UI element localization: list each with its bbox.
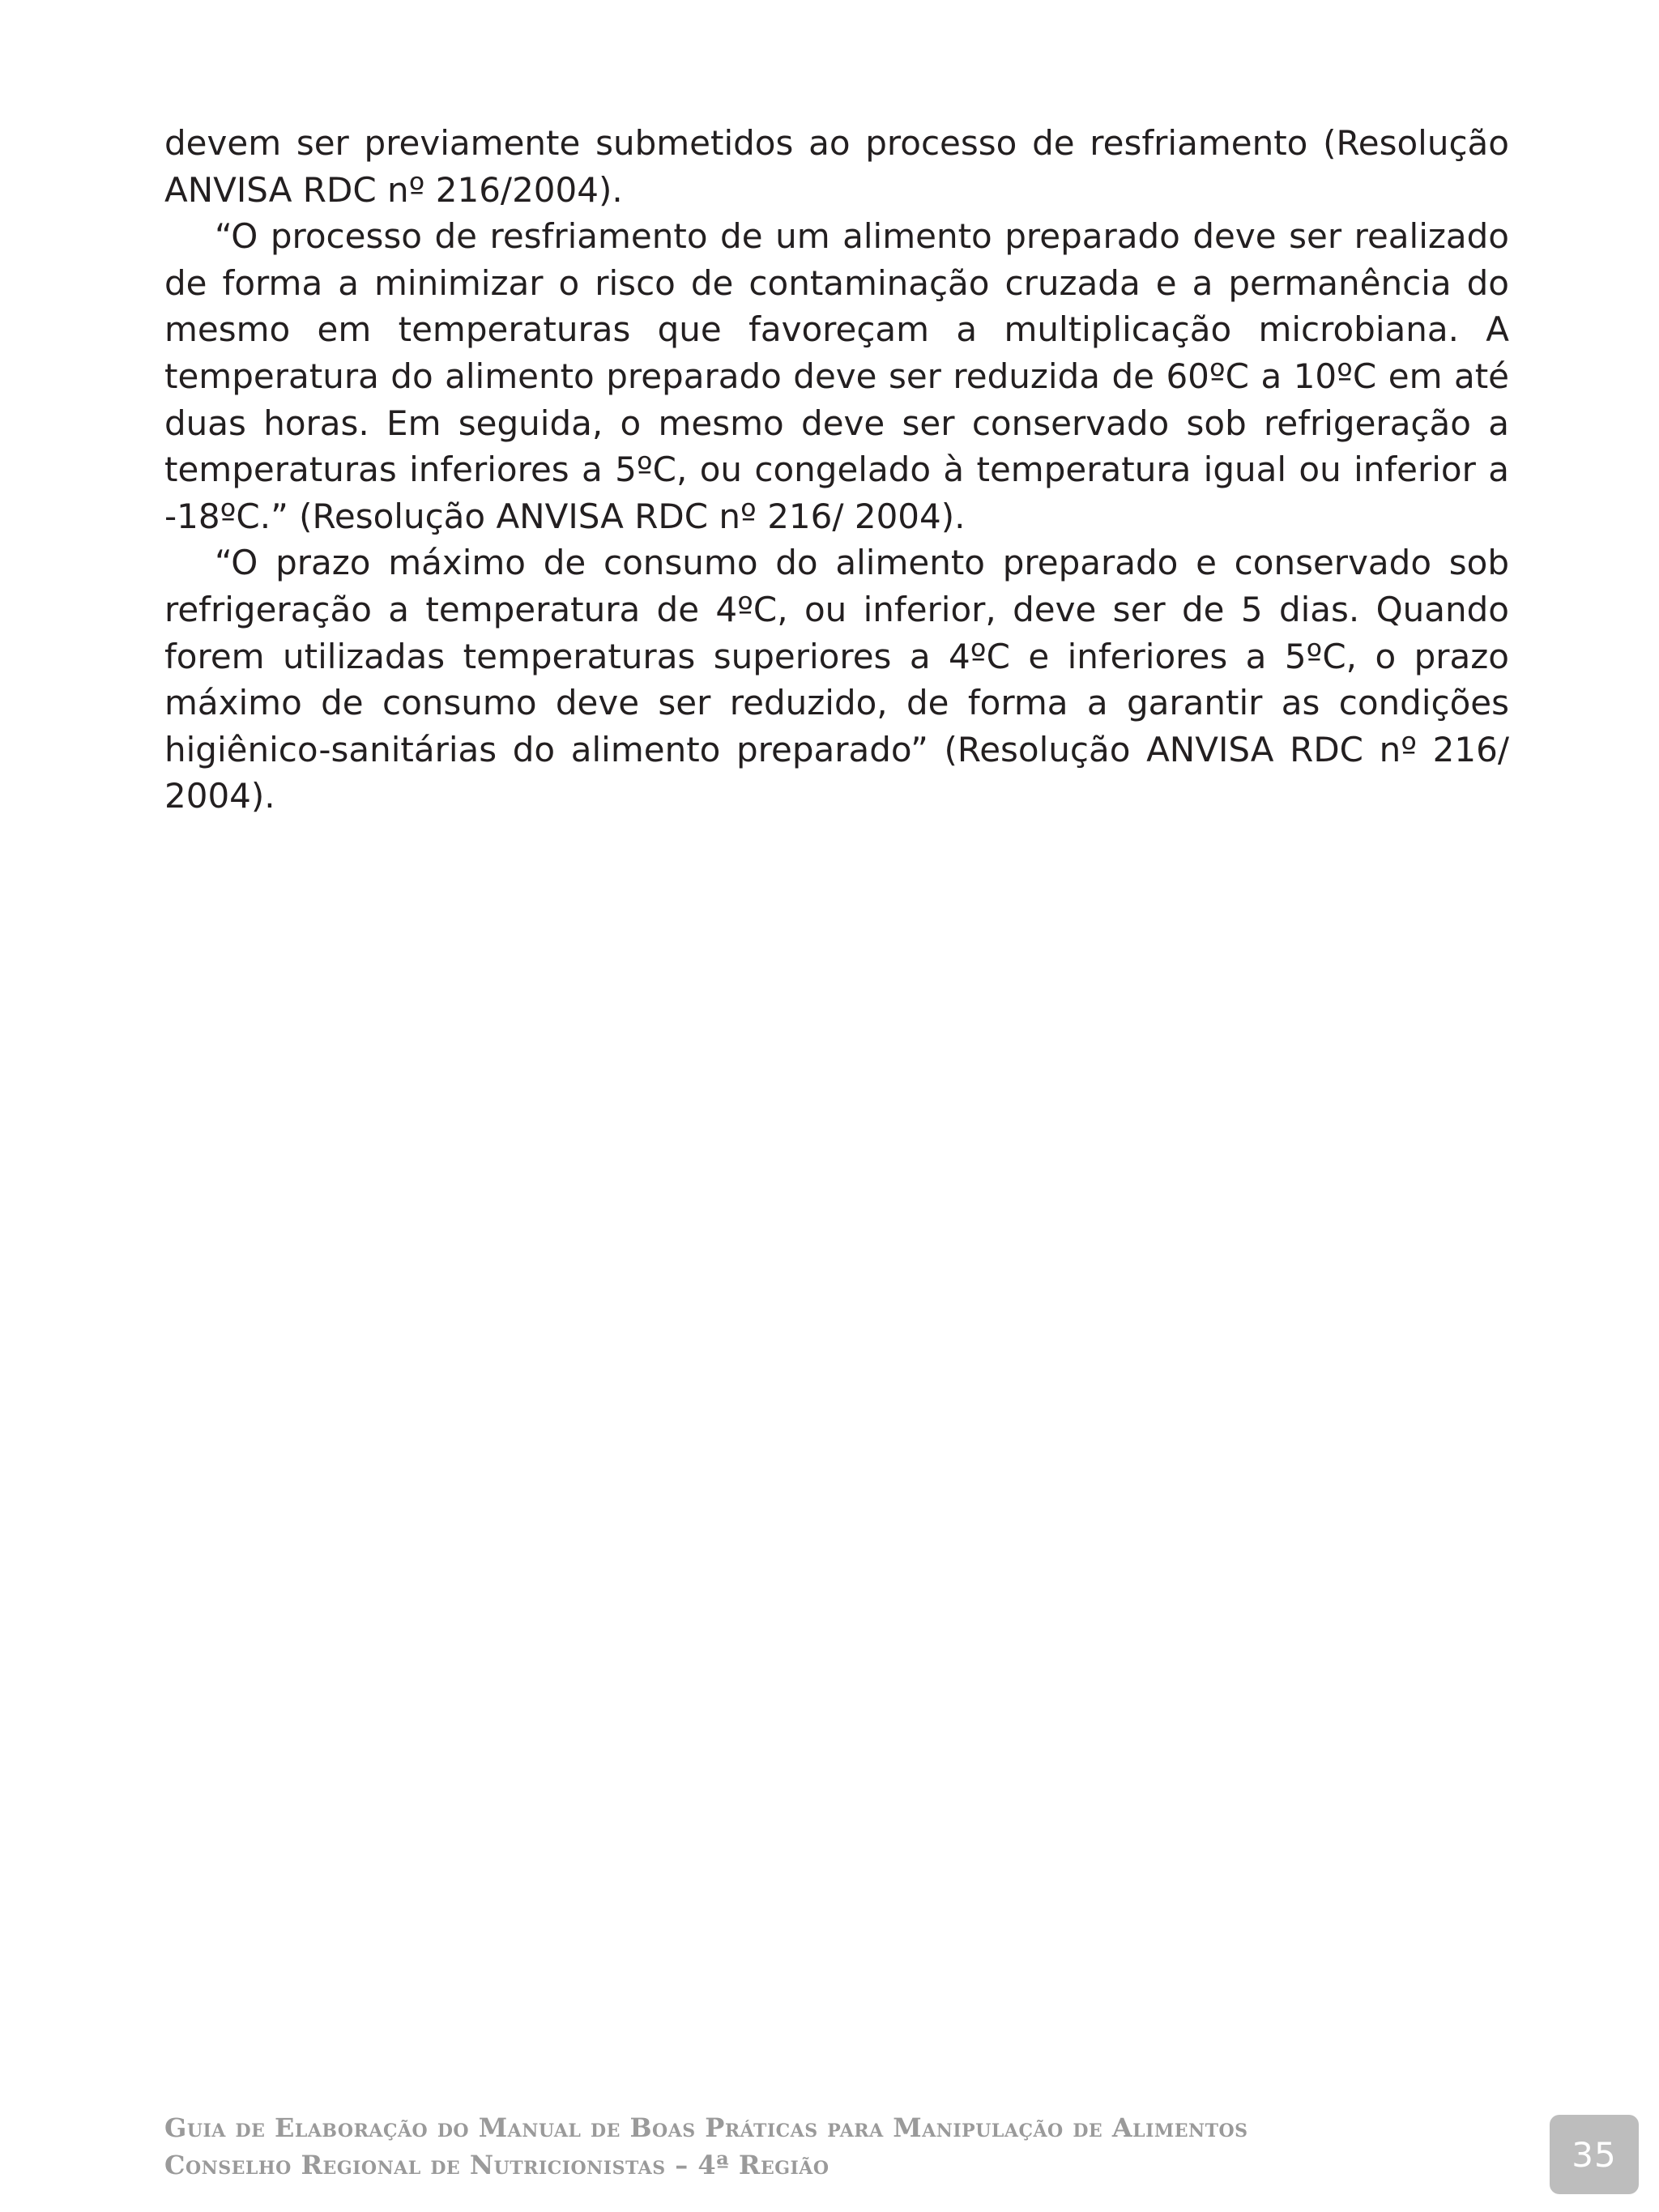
- body-text: [164, 120, 1509, 820]
- paragraph-quote-shelf-life: “O prazo máximo de consumo do alimento preparado e conservado sob refrigeração a temperatura de 4ºC, ou inferior, deve ser de 5 dias. Quando forem utilizadas temperaturas superiores a 4ºC e inferiores a 5ºC, o prazo máximo de consumo deve ser reduzido, de forma a garantir as condições higiênico-sanitárias do alimento preparado” (Resolução ANVISA RDC nº 216/ 2004).: [164, 543, 1509, 816]
- page-number-badge: 35: [1550, 2115, 1639, 2194]
- footer-guide-title: Guia de Elaboração do Manual de Boas Práticas para Manipulação de Alimentos: [164, 2112, 1248, 2143]
- footer-council-name: Conselho Regional de Nutricionistas – 4ª Região: [164, 2150, 830, 2180]
- paragraph-continuation: devem ser previamente submetidos ao processo de resfriamento (Resolução ANVISA RDC nº 216/2004).: [164, 123, 1509, 210]
- paragraph-quote-cooling: “O processo de resfriamento de um alimento preparado deve ser realizado de forma a minimizar o risco de contaminação cruzada e a permanência do mesmo em temperaturas que favoreçam a multiplicação microbiana. A temperatura do alimento preparado deve ser reduzida de 60ºC a 10ºC em até duas horas. Em seguida, o mesmo deve ser conservado sob refrigeração a temperaturas inferiores a 5ºC, ou congelado à temperatura igual ou inferior a -18ºC.” (Resolução ANVISA RDC nº 216/ 2004).: [164, 216, 1509, 536]
- running-footer: [164, 2109, 1380, 2184]
